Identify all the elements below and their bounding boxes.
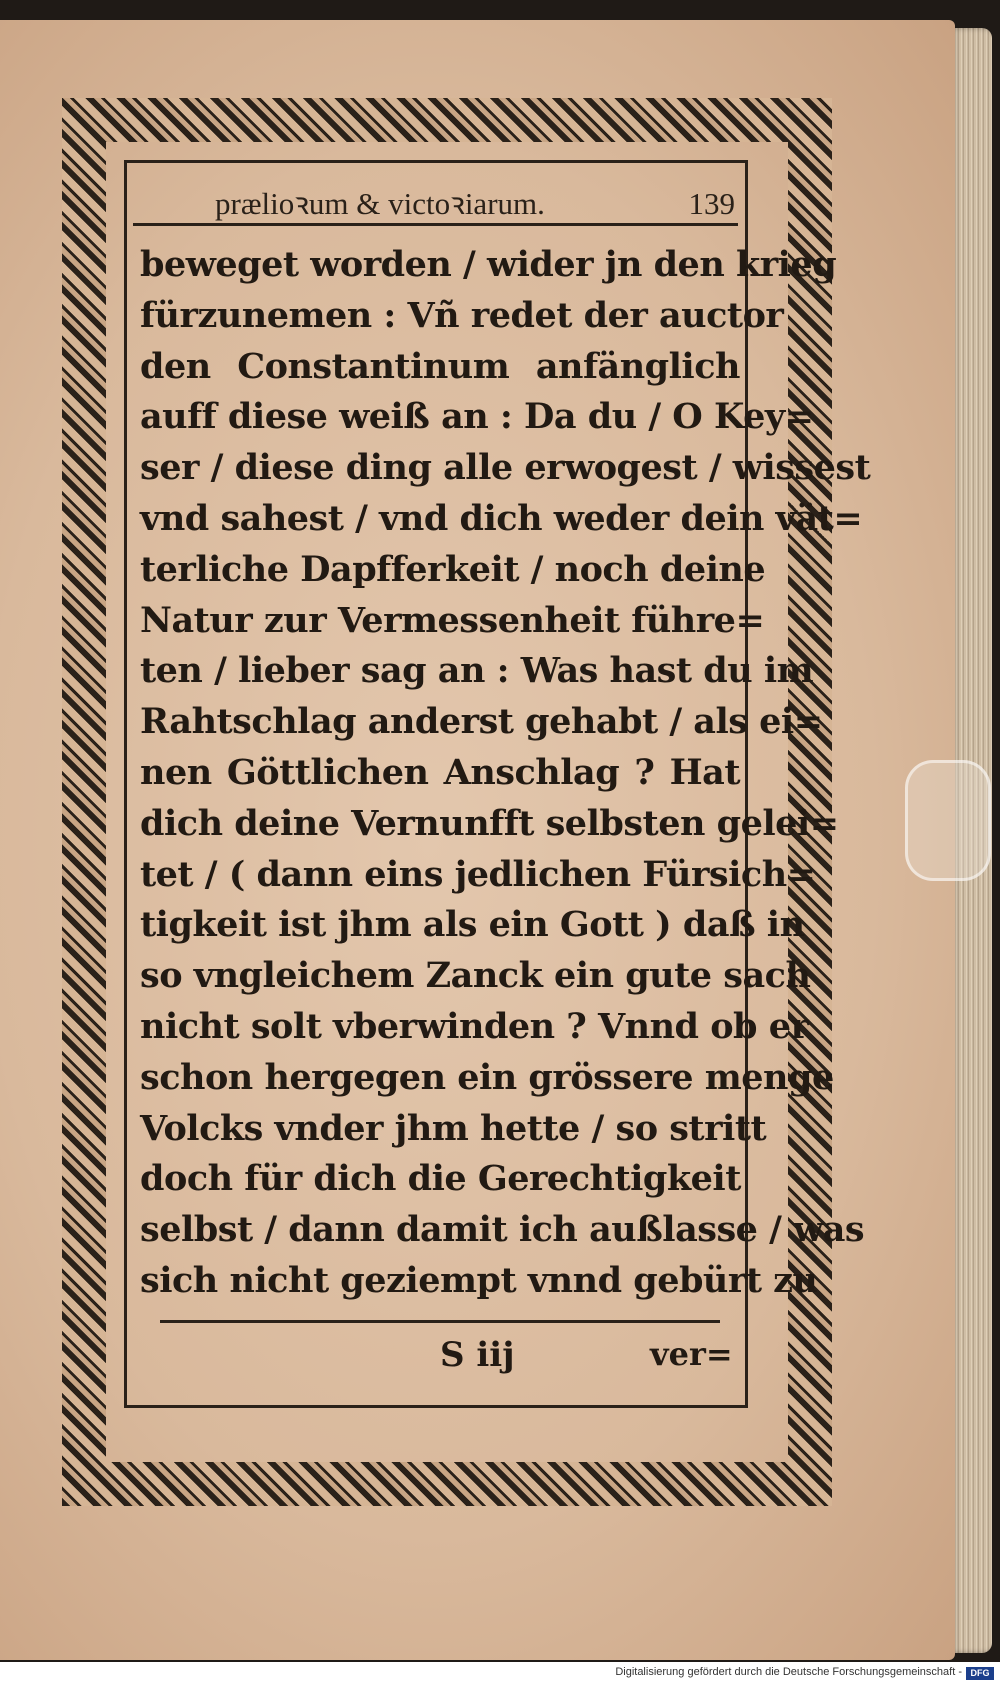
text-line: Volcks vnder jhm hette / so stritt <box>140 1107 767 1149</box>
text-line: sich nicht geziempt vnnd gebürt zu <box>140 1259 818 1301</box>
text-line: dich deine Vernunfft selbsten gelei= <box>140 802 839 844</box>
text-line: schon hergegen ein grössere menge <box>140 1056 834 1098</box>
signature-mark: S iij <box>440 1335 515 1375</box>
text-line: den Constantinum anfänglich <box>140 345 740 387</box>
running-head <box>215 182 735 224</box>
text-line: Rahtschlag anderst gehabt / als ei= <box>140 701 823 743</box>
body-text <box>140 240 871 1307</box>
text-line: terliche Dapfferkeit / noch deine <box>140 548 766 590</box>
foot-rule <box>160 1320 720 1323</box>
text-line: tigkeit ist jhm als ein Gott ) daß in <box>140 904 805 946</box>
text-line: tet / ( dann eins jedlichen Fürsich= <box>140 853 816 895</box>
text-line: fürzunemen : Vñ redet der auctor <box>140 294 784 336</box>
text-line: ten / lieber sag an : Was hast du im <box>140 650 814 692</box>
text-line: so vngleichem Zanck ein gute sach <box>140 955 811 997</box>
text-line: nen Göttlichen Anschlag ? Hat <box>140 751 740 793</box>
credit-text: Digitalisierung gefördert durch die Deutsche Forschungsgemeinschaft - <box>615 1666 962 1678</box>
text-line: ser / diese ding alle erwogest / wissest <box>140 447 871 489</box>
text-line: nicht solt vberwinden ? Vnnd ob er <box>140 1005 809 1047</box>
text-line: vnd sahest / vnd dich weder dein vät= <box>140 497 863 539</box>
text-line: auff diese weiß an : Da du / O Key= <box>140 396 814 438</box>
head-rule <box>133 223 738 226</box>
running-head-title: prælioꝛum & victoꝛiarum. <box>215 186 545 221</box>
text-line: selbst / dann damit ich außlasse / was <box>140 1209 865 1251</box>
text-line: doch für dich die Gerechtigkeit <box>140 1158 741 1200</box>
page-clip <box>905 760 991 881</box>
catchword: ver= <box>650 1335 733 1373</box>
text-line: Natur zur Vermessenheit führe= <box>140 599 765 641</box>
text-line: beweget worden / wider jn den krieg <box>140 244 837 285</box>
credit-bar <box>0 1664 1000 1684</box>
page-number: 139 <box>688 186 735 221</box>
dfg-logo-icon: DFG <box>966 1667 994 1680</box>
